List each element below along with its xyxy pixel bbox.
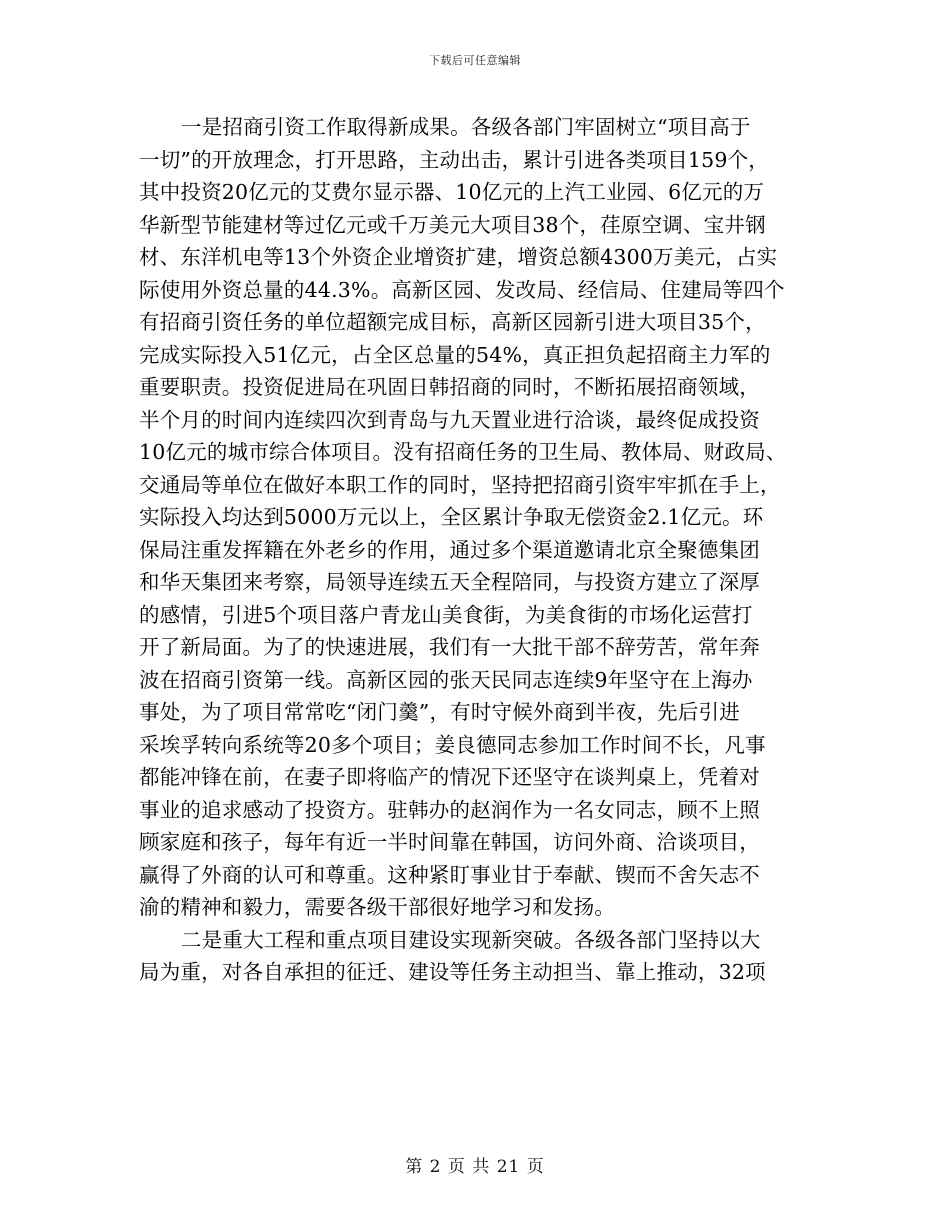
text-line: 二是重大工程和重点项目建设实现新突破。各级各部门坚持以大 [181,927,761,952]
text-line: 采埃孚转向系统等20多个项目；姜良德同志参加工作时间不长，凡事 [139,732,766,757]
text-line: 一切”的开放理念，打开思路，主动出击，累计引进各类项目159个， [139,147,770,172]
text-line: 材、东洋机电等13个外资企业增资扩建，增资总额4300万美元，占实 [139,245,778,269]
text-line: 华新型节能建材等过亿元或千万美元大项目38个，荏原空调、宝井钢 [139,212,766,237]
text-line: 交通局等单位在做好本职工作的同时，坚持把招商引资牢牢抓在手上， [139,472,781,497]
text-line: 开了新局面。为了的快速进展，我们有一大批干部不辞劳苦，常年奔 [139,635,760,659]
text-line: 的感情，引进5个项目落户青龙山美食街，为美食街的市场化运营打 [139,602,753,627]
text-line: 事处，为了项目常常吃“闭门羹”，有时守候外商到半夜，先后引进 [139,700,740,724]
text-line: 有招商引资任务的单位超额完成目标，高新区园新引进大项目35个， [139,310,766,334]
text-line: 保局注重发挥籍在外老乡的作用，通过多个渠道邀请北京全聚德集团 [139,537,760,562]
text-line: 实际投入均达到5000万元以上，全区累计争取无偿资金2.1亿元。环 [139,505,764,529]
paragraph-2 [139,924,811,989]
text-line: 和华天集团来考察，局领导连续五天全程陪同，与投资方建立了深厚 [139,570,760,594]
page-header: 下载后可任意编辑 [429,54,521,67]
document-body [139,111,811,989]
text-line: 渝的精神和毅力，需要各级干部很好地学习和发扬。 [139,895,616,919]
paragraph-1 [139,111,811,924]
text-line: 局为重，对各自承担的征迁、建设等任务主动担当、靠上推动，32项 [139,960,766,984]
text-line: 10亿元的城市综合体项目。没有招商任务的卫生局、教体局、财政局、 [139,440,787,464]
text-line: 际使用外资总量的44.3%。高新区园、发改局、经信局、住建局等四个 [139,277,785,302]
text-line: 重要职责。投资促进局在巩固日韩招商的同时，不断拓展招商领域， [139,375,760,399]
text-line: 波在招商引资第一线。高新区园的张天民同志连续9年坚守在上海办 [139,667,753,692]
text-line: 其中投资20亿元的艾费尔显示器、10亿元的上汽工业园、6亿元的万 [139,180,765,204]
text-line: 赢得了外商的认可和尊重。这种紧盯事业甘于奉献、锲而不舍矢志不 [139,862,760,887]
text-line: 半个月的时间内连续四次到青岛与九天置业进行洽谈，最终促成投资 [139,407,760,432]
page-number-footer: 第 2 页 共 21 页 [405,1157,545,1177]
text-line: 一是招商引资工作取得新成果。各级各部门牢固树立“项目高于 [181,115,751,139]
text-line: 完成实际投入51亿元，占全区总量的54%，真正担负起招商主力军的 [139,342,771,367]
text-line: 都能冲锋在前，在妻子即将临产的情况下还坚守在谈判桌上，凭着对 [139,765,760,789]
text-line: 顾家庭和孩子，每年有近一半时间靠在韩国，访问外商、洽谈项目， [139,830,760,854]
text-line: 事业的追求感动了投资方。驻韩办的赵润作为一名女同志，顾不上照 [139,797,760,822]
